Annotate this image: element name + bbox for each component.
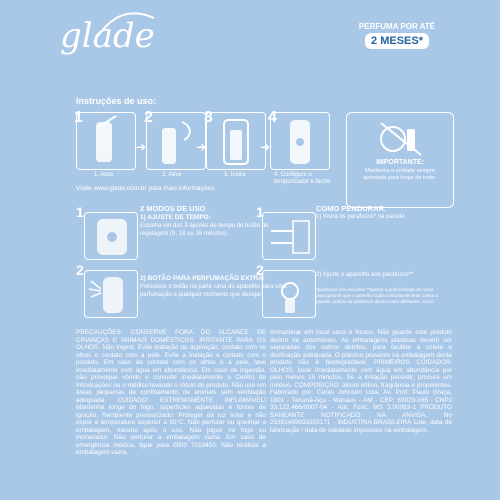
face-warning-icon [371, 119, 431, 159]
mode-number: 1 [76, 204, 84, 220]
time-setting-title: 1) AJUSTE DE TEMPO: [140, 214, 211, 221]
spray-frame [84, 270, 138, 318]
close-device-icon [270, 112, 330, 170]
arrow-icon: ➔ [196, 140, 207, 154]
mode-number: 2 [76, 262, 84, 278]
hang-number: 2 [256, 262, 264, 278]
glade-logo: glade [60, 16, 155, 56]
step-caption: 3. Insira [224, 172, 246, 178]
arrow-icon: ➔ [136, 140, 147, 154]
storage-composition-text: Armazenar em local seco e fresco. Não guarde este produto dentro de automóveis. As embalagens plásticas devem ser separadas dos outros detritos, para facilitar a coleta e destinação adequada. O plástico presente na embalagem deste produto não é biodegradável. PRIMEIROS CUIDADOS: OLHOS: lavar imediatamente com água em abundância por pelo menos 15 minutos. Se a irritação persistir, procure um médico. COMPOSIÇÃO: álcool etílico, fragrância e propelentes. Fabricado por: Ceras Johnson Ltda. Av. Prof. Paulo Graça, 1901 - Tarumã-Açu - Manaus - AM - CEP: 69023-165 - CNPJ 33.122.466/0007-04 - Aut. Func. MS 3.00063-1 PRODUTO SANEANTE NOTIFICADO NA ANVISA, No 25351469933202171 - INDÚSTRIA BRASILEIRA Lote, data de fabricação / data de validade impressos na embalagem. [270, 329, 452, 434]
warning-text: Mantenha a unidade sempre apontada para longe do rosto. [363, 168, 437, 181]
step-1 [74, 109, 136, 174]
perfume-duration-badge: 2 MESES* [365, 33, 429, 49]
step-number: 3 [204, 109, 213, 126]
perfume-top-text: PERFUMA POR ATÉ [358, 22, 436, 31]
hang-number: 1 [256, 204, 264, 220]
step-number: 1 [74, 109, 83, 126]
step-number: 2 [144, 109, 153, 126]
warning-title: IMPORTANTE: [375, 159, 425, 166]
wall-screws-icon [263, 213, 317, 261]
hang-title: COMO PENDURAR: [316, 204, 387, 213]
step-4 [268, 109, 330, 174]
mount-frame [262, 270, 316, 318]
step-3 [204, 109, 266, 174]
step-caption: 2. Ative [162, 172, 182, 178]
wall-frame [262, 212, 316, 260]
hang-step-1: 1) Insira os parafusos* na parede. [316, 214, 407, 220]
step-caption: 4. Configure o temporizador e feche [274, 172, 331, 185]
insert-can-icon [206, 112, 266, 170]
important-warning-box [346, 112, 454, 208]
precautions-text: PRECAUÇÕES: CONSERVE FORA DO ALCANCE DE CRIANÇAS E ANIMAIS DOMÉSTICOS. IRRITANTE PARA OS OLHOS. Não ingerir. Evite inalação ou aspiração, contato com os olhos e contato com a pele. Evite a inalação e contato com o produto. Em caso de contato com os olhos e a pele, lave imediatamente com água em abundância. Em caso de ingestão, não provoque vômito e consulte imediatamente o Centro de Intoxicações ou o médico levando o rótulo do produto. Não use em áreas pequenas de confinamento de animais sem ventilação adequada. CUIDADO: EXTREMAMENTE INFLAMÁVEL! Mantenha longe do fogo, superfícies aquecidas e fontes de ignição. Recipiente pressurizado: Proteger da luz solar e não expor à temperatura superior a 50°C. Não perfurar ou queimar a embalagem, mesmo após o uso. Não jogue no fogo ou incinerador. Não perfurar a embalagem vazia. Em caso de emergência médica, ligue para 0800 7010450. Não reutilize a embalagem vazia. [76, 329, 266, 456]
extra-spray-title: 2) BOTÃO PARA PERFUMAÇÃO EXTRA: [140, 275, 265, 282]
mount-device-icon [263, 271, 317, 319]
hang-step-2: 2) Ajuste o aparelho aos parafusos** [316, 272, 414, 278]
hang-note: *parafusos não incluídos **ajustar a profundidade de rosca para garantir que o aparelho caiba confortavelmente contra a parede. Ambos os parafusos devem estar alinhados. 0,8cm [316, 287, 439, 304]
spray-button-icon [85, 271, 139, 319]
time-setting-text: Escolha um dos 3 ajustes de tempo de botão de regulagem (9, 18 ou 36 minutos). [140, 223, 269, 237]
timer-dial-icon [85, 213, 139, 261]
logo-swirl-icon [96, 8, 156, 38]
step-number: 4 [268, 109, 277, 126]
open-device-icon [76, 112, 136, 170]
perfume-duration-label [342, 22, 452, 49]
arrow-icon: ➔ [260, 140, 271, 154]
instructions-title: Instruções de uso: [76, 96, 157, 106]
modes-title: 2 MODOS DE USO [140, 204, 206, 213]
website-text: Visite www.glade.com.br para mais informações. [76, 185, 217, 192]
step-caption: 1. Abra [94, 172, 114, 178]
extra-spray-text: Pressione o botão na parte cima do aparelho para uma perfumação a qualquer momento que desejar. [140, 284, 287, 298]
timer-frame [84, 212, 138, 260]
